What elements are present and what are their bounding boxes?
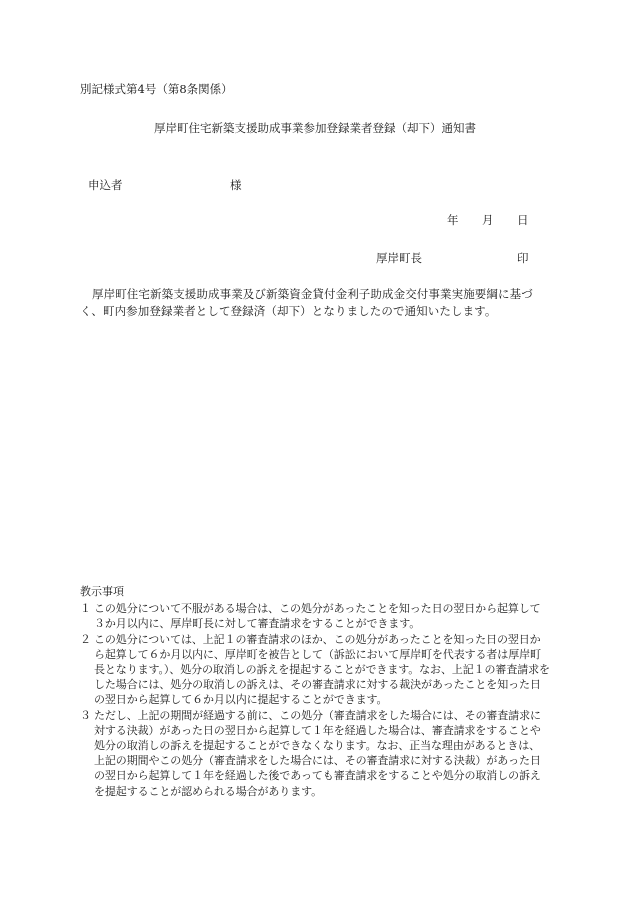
notice-item-text: ただし、上記の期間が経過する前に、この処分（審査請求をした場合には、その審査請求に対する決裁）があった日の翌日から起算して１年を経過した場合は、審査請求をすることや処分の取消しの訴えを提起することができなくなります。なお、正当な理由があるときは、上記の期間やこの処分（審査請求をした場合には、その審査請求に対する決裁）があった日の翌日から起算して１年を経過した後であっても審査請求をすることや処分の取消しの訴えを提起することが認められる場合があります。 — [94, 708, 541, 798]
date-line — [447, 212, 529, 228]
notice-item — [80, 601, 550, 631]
notice-item-text: この処分については、上記１の審査請求のほか、この処分があったことを知った日の翌日から起算して６か月以内に、厚岸町を被告として（訴訟において厚岸町を代表する者は厚岸町長となります。）、処分の取消しの訴えを提起することができます。なお、上記１の審査請求をした場合には、処分の取消しの訴えは、その審査請求に対する裁決があったことを知った日の翌日から起算して６か月以内に提起することができます。 — [94, 632, 550, 707]
honorific: 様 — [230, 178, 242, 192]
seal-mark: 印 — [517, 251, 529, 265]
date-month-label: 月 — [482, 213, 494, 227]
notice-section — [80, 584, 550, 799]
notice-heading: 教示事項 — [80, 585, 124, 598]
document-title: 厚岸町住宅新築支援助成事業参加登録業者登録（却下）通知書 — [154, 121, 476, 135]
date-day-label: 日 — [517, 213, 529, 227]
issuer: 厚岸町長 — [376, 251, 422, 265]
body-paragraph: 厚岸町住宅新築支援助成事業及び新築資金貸付金利子助成金交付事業実施要綱に基づく、町内参加登録業者として登録済（却下）となりましたので通知いたします。 — [80, 287, 533, 318]
notice-item-number: １ — [80, 602, 91, 616]
notice-item — [80, 708, 550, 799]
notice-item-number: ３ — [80, 708, 91, 722]
notice-item-text: この処分について不服がある場合は、この処分があったことを知った日の翌日から起算して３か月以内に、厚岸町長に対して審査請求をすることができます。 — [94, 602, 541, 631]
applicant-label: 申込者 — [88, 178, 123, 192]
notice-item — [80, 632, 550, 708]
form-number: 別記様式第4号（第8条関係） — [80, 82, 233, 96]
notice-item-number: ２ — [80, 632, 91, 646]
date-year-label: 年 — [447, 213, 459, 227]
